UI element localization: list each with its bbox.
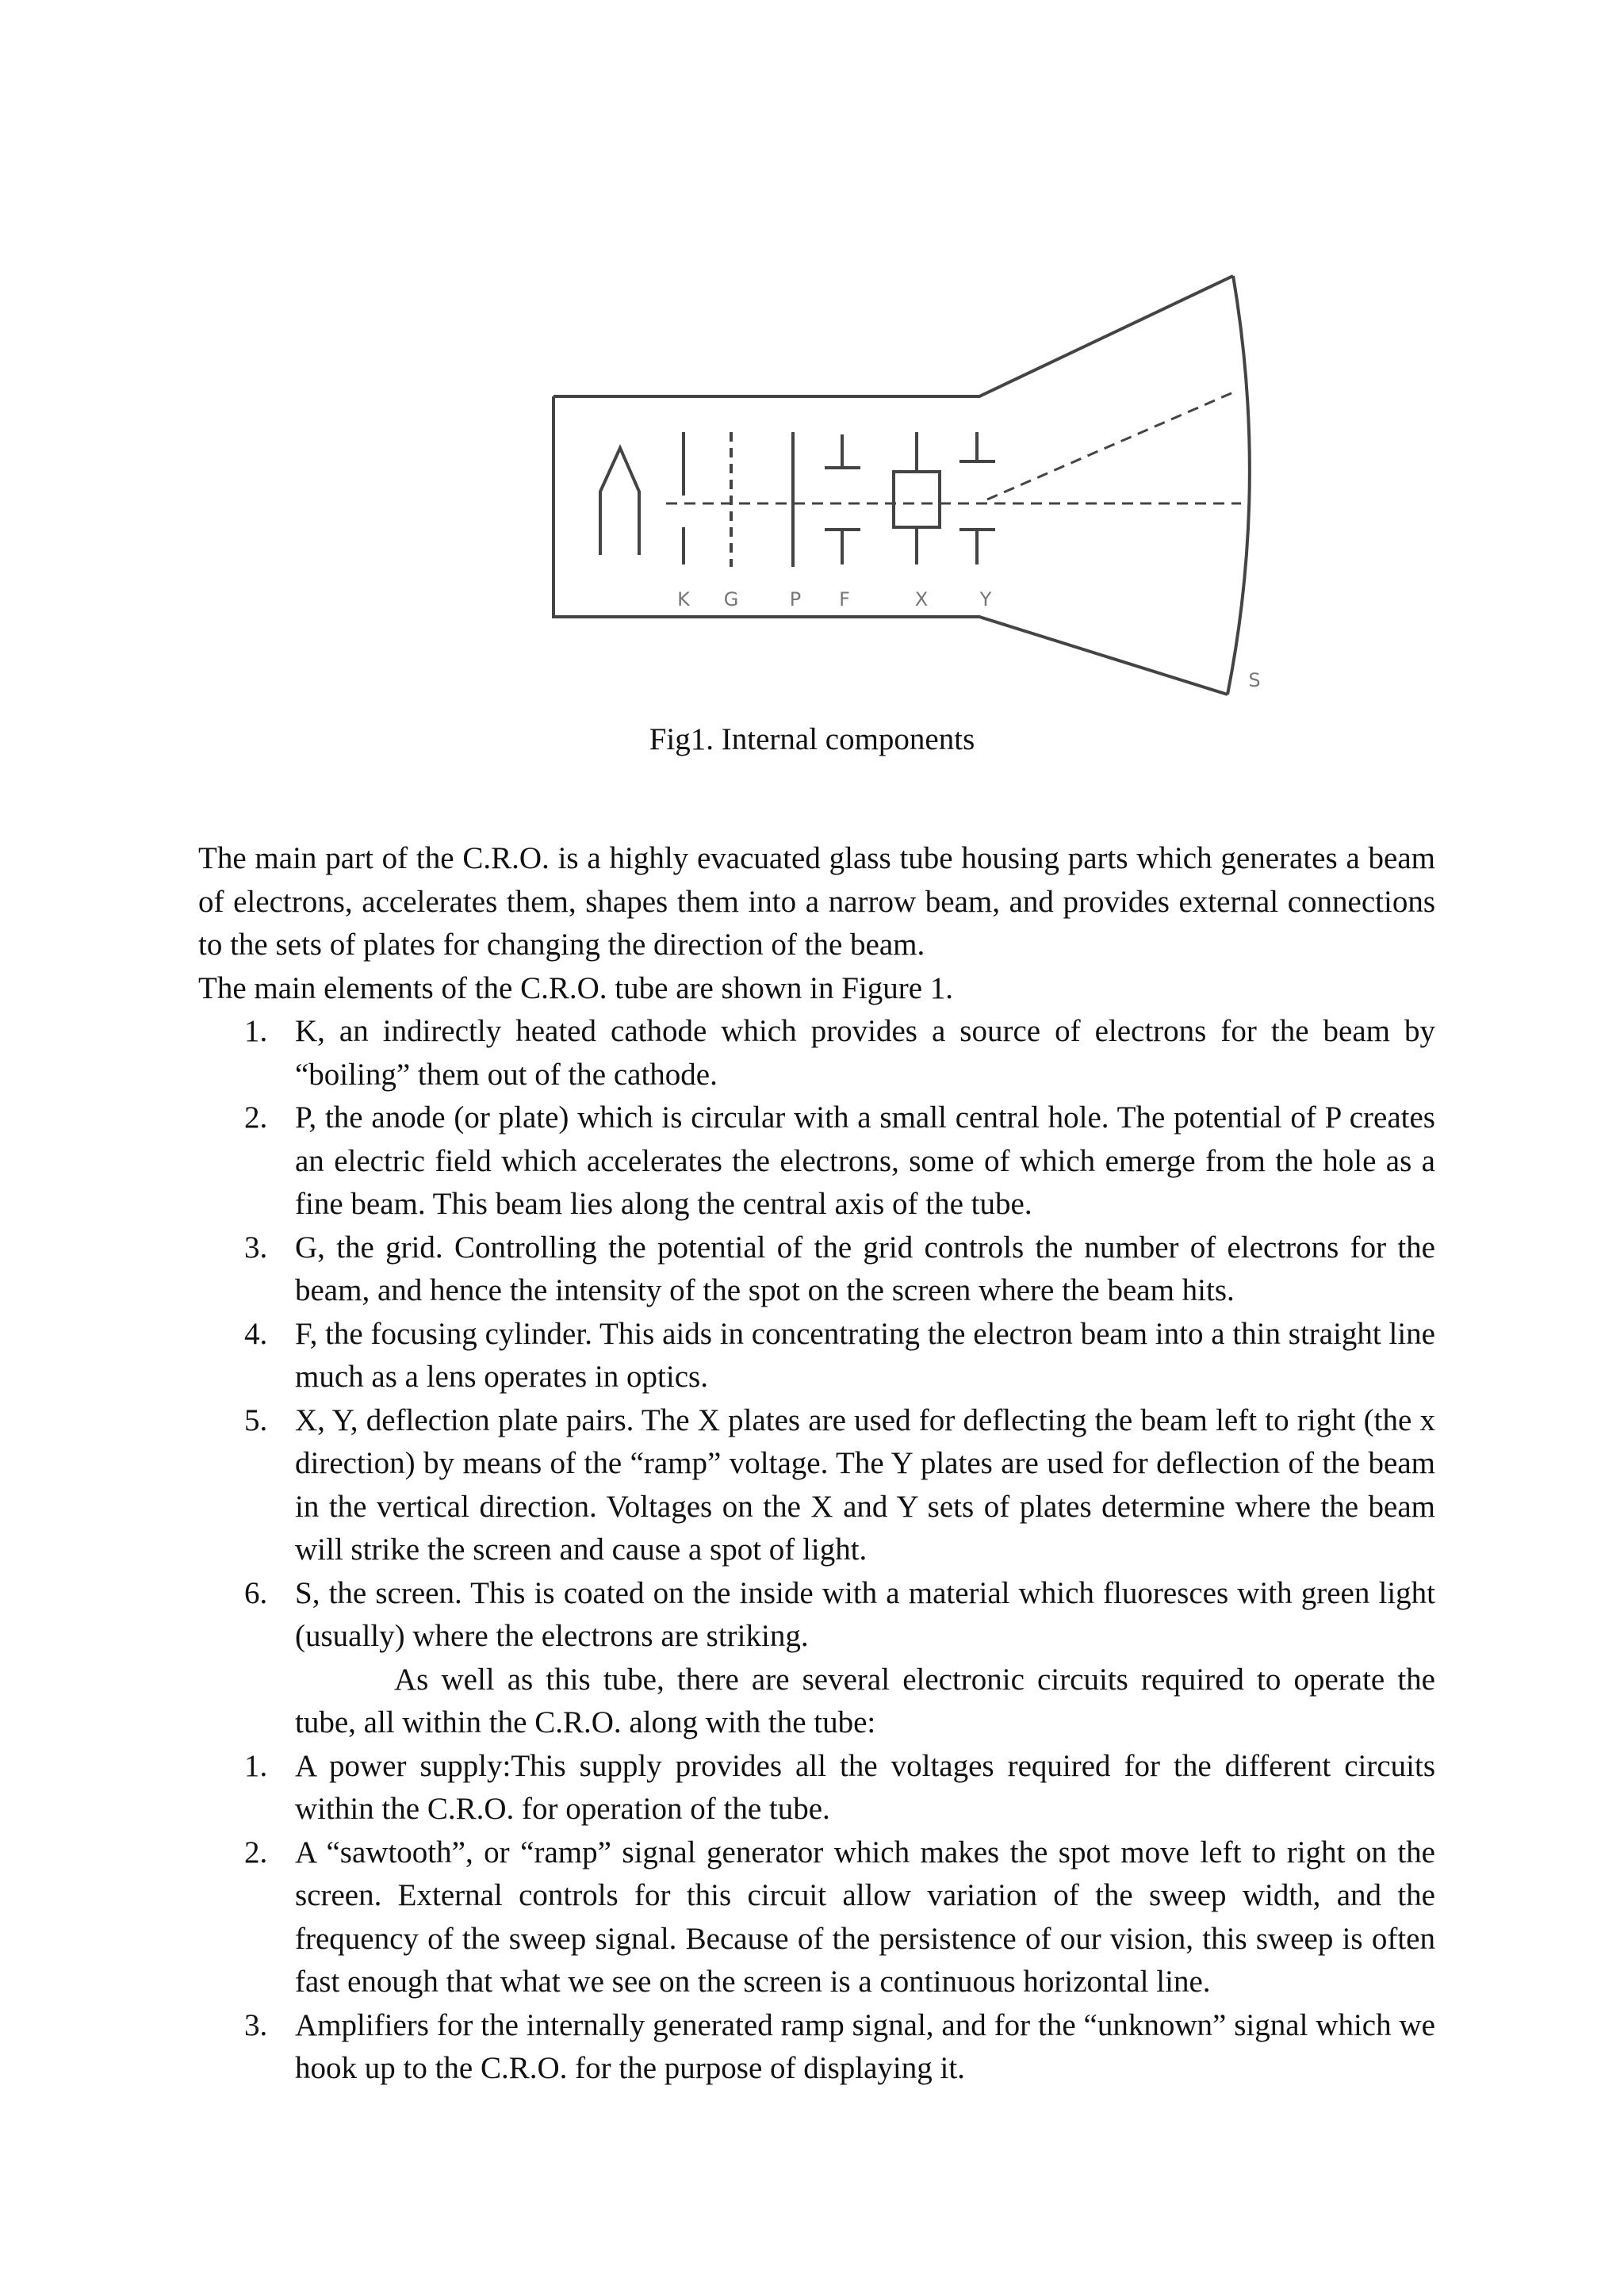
list-number: 3. (244, 1230, 268, 1265)
label-y: Y (979, 588, 992, 610)
list-text: Amplifiers for the internally generated ramp signal, and for the “unknown” signal which we hook up to the C.R.O. for the purpose of displaying it. (295, 2007, 1435, 2085)
list-item (198, 2004, 1435, 2091)
focus-plate-bottom (825, 530, 860, 564)
circuits-intro-rest: tube, all within the C.R.O. along with the tube: (295, 1705, 876, 1739)
list-text: A “sawtooth”, or “ramp” signal generator which makes the spot move left to right on the screen. External controls for this circuit allow variation of the sweep width, and the frequency of the sweep signal. Because of the persistence of our vision, this sweep is often fast enough that what we see on the screen is a continuous horizontal line. (295, 1835, 1435, 1999)
intro-paragraph: The main part of the C.R.O. is a highly evacuated glass tube housing parts which generates a beam of electrons, accelerates them, shapes them into a narrow beam, and provides external connections to the sets of plates for changing the direction of the beam. (198, 841, 1435, 962)
y-plate-top (959, 432, 995, 461)
x-deflection-box (894, 472, 940, 527)
label-x: X (914, 588, 929, 610)
list-number: 4. (244, 1316, 268, 1351)
list-item (198, 1010, 1435, 1096)
list-item (198, 1572, 1435, 1659)
cathode-heater (600, 448, 639, 555)
cro-tube-diagram (523, 262, 1285, 706)
elements-intro: The main elements of the C.R.O. tube are shown in Figure 1. (198, 970, 954, 1005)
list-text: A power supply:This supply provides all the voltages required for the different circuits within the C.R.O. for operation of the tube. (295, 1748, 1435, 1826)
deflected-beam (987, 392, 1233, 499)
list-number: 5. (244, 1402, 268, 1437)
label-s: S (1248, 669, 1261, 691)
screen-curve (1228, 276, 1250, 695)
list-text: G, the grid. Controlling the potential of the grid controls the number of electrons for the beam, and hence the intensity of the spot on the screen where the beam hits. (295, 1230, 1435, 1307)
list-item (198, 1831, 1435, 2004)
list-text: F, the focusing cylinder. This aids in concentrating the electron beam into a thin straight line much as a lens operates in optics. (295, 1316, 1435, 1394)
list-number: 2. (244, 1835, 268, 1869)
list-item (198, 1096, 1435, 1226)
label-g: G (723, 588, 739, 610)
body-text (198, 837, 1435, 2091)
list-number: 2. (244, 1100, 268, 1135)
label-p: P (789, 588, 802, 610)
circuits-intro-first: As well as this tube, there are several electronic circuits required to operate the (394, 1662, 1435, 1697)
figure-caption: Fig1. Internal components (649, 722, 975, 756)
list-text: K, an indirectly heated cathode which provides a source of electrons for the beam by “boiling” them out of the cathode. (295, 1014, 1435, 1092)
list-item (198, 1226, 1435, 1313)
list-item (198, 1313, 1435, 1399)
circuits-list (198, 1745, 1435, 2091)
list-text: S, the screen. This is coated on the inside with a material which fluoresces with green light (usually) where the electrons are striking. (295, 1575, 1435, 1653)
list-number: 6. (244, 1575, 268, 1610)
y-plate-bottom (959, 530, 995, 564)
list-text: X, Y, deflection plate pairs. The X plates are used for deflecting the beam left to right (the x direction) by means of the “ramp” voltage. The Y plates are used for deflection of the beam in the vertical direction. Voltages on the X and Y sets of plates determine where the beam will strike the screen and cause a spot of light. (295, 1402, 1435, 1567)
label-k: K (677, 588, 690, 610)
list-number: 1. (244, 1014, 268, 1048)
label-f: F (839, 588, 850, 610)
list-item (198, 1745, 1435, 1831)
tube-neck-outline (553, 276, 1233, 396)
list-number: 1. (244, 1748, 268, 1783)
list-number: 3. (244, 2007, 268, 2042)
circuits-intro (198, 1659, 1435, 1745)
list-item (198, 1399, 1435, 1572)
elements-list (198, 1010, 1435, 1659)
tube-neck-bottom (553, 396, 1228, 695)
focus-plate-top (825, 434, 860, 468)
list-text: P, the anode (or plate) which is circular with a small central hole. The potential of P creates an electric field which accelerates the electrons, some of which emerge from the hole as a fine beam. This beam lies along the central axis of the tube. (295, 1100, 1435, 1221)
